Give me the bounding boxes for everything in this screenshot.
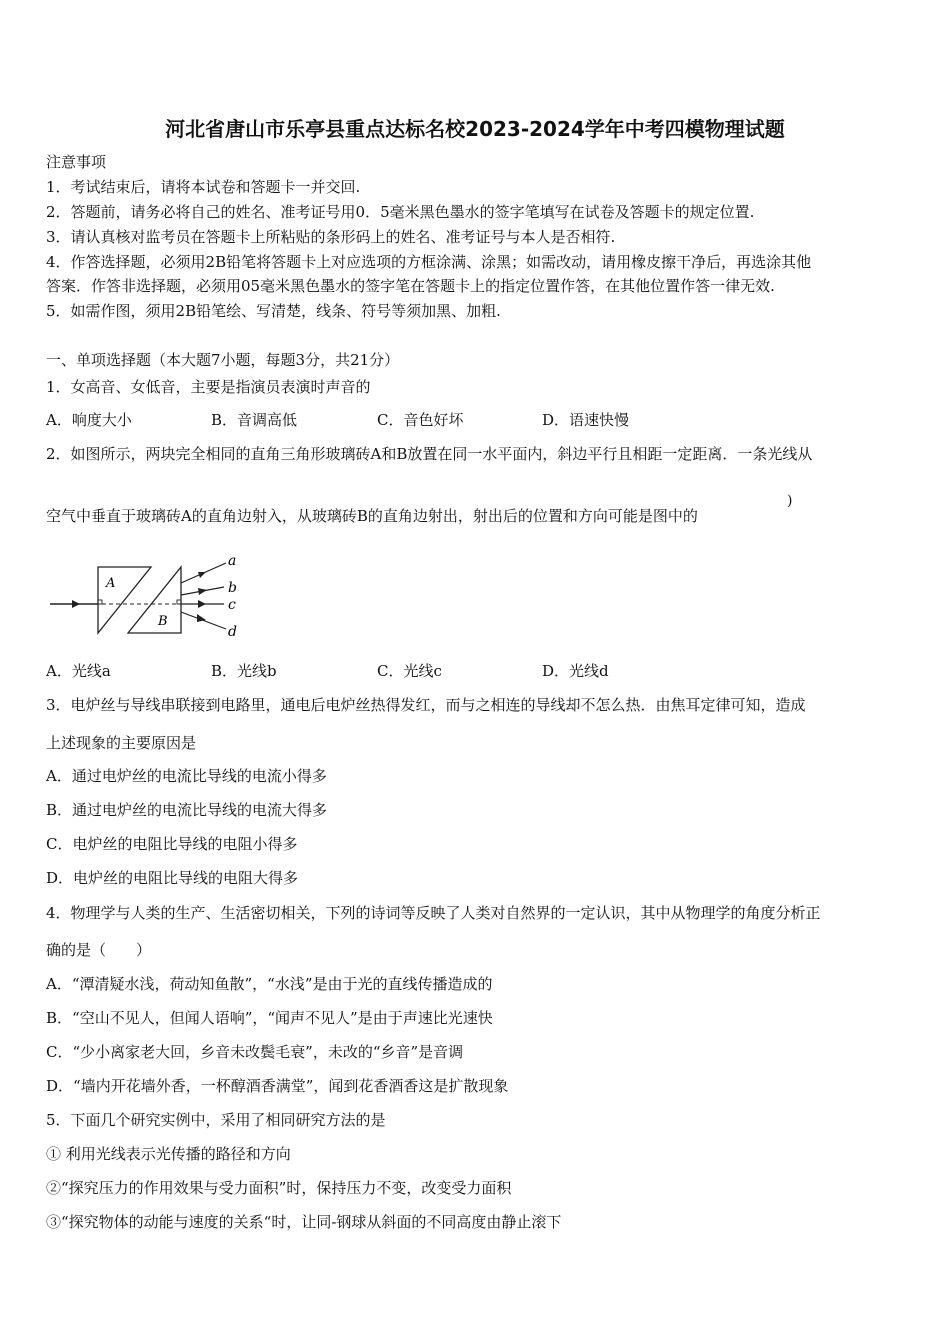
q1-option-b: B．音调高低: [211, 411, 298, 429]
section-heading: 一、单项选择题（本大题7小题，每题3分，共21分）: [46, 351, 400, 369]
q1-option-a: A．响度大小: [46, 411, 132, 429]
incoming-arrow-icon: [72, 600, 80, 608]
q3-option-a: A．通过电炉丝的电流比导线的电流小得多: [46, 767, 327, 785]
ray-label-c: c: [228, 597, 236, 613]
q2-paren: ): [787, 493, 793, 509]
prism-label-b: B: [158, 614, 168, 629]
q2-option-b: B．光线b: [211, 662, 277, 680]
ray-label-a: a: [228, 553, 237, 569]
prism-figure: [46, 545, 256, 645]
q5-item: ① 利用光线表示光传播的路径和方向: [46, 1145, 291, 1163]
prism-label-a: A: [106, 576, 116, 591]
q3-stem-line1: 3．电炉丝与导线串联接到电路里，通电后电炉丝热得发红，而与之相连的导线却不怎么热．由焦耳定律可知，造成: [46, 696, 806, 714]
q1-stem: 1．女高音、女低音，主要是指演员表演时声音的: [46, 378, 371, 396]
ray-label-d: d: [228, 624, 237, 640]
notice-item: 答案．作答非选择题，必须用05毫米黑色墨水的签字笔在答题卡上的指定位置作答，在其他位置作答一律无效.: [46, 277, 775, 295]
q4-option-c: C．“少小离家老大回，乡音未改鬓毛衰”，未改的“乡音”是音调: [46, 1043, 464, 1061]
notice-item: 3．请认真核对监考员在答题卡上所粘贴的条形码上的姓名、准考证号与本人是否相符.: [46, 228, 616, 246]
q4-stem-line2: 确的是（ ）: [46, 941, 152, 959]
q3-option-b: B．通过电炉丝的电流比导线的电流大得多: [46, 801, 328, 819]
notice-item: 5．如需作图，须用2B铅笔绘、写清楚，线条、符号等须加黑、加粗.: [46, 302, 501, 320]
ray-label-b: b: [228, 580, 237, 596]
q2-option-a: A．光线a: [46, 662, 111, 680]
ray-b-arrow-icon: [198, 588, 207, 595]
notice-heading: 注意事项: [46, 153, 107, 171]
q5-item: ③“探究物体的动能与速度的关系“时，让同-钢球从斜面的不同高度由静止滚下: [46, 1213, 562, 1231]
ray-a-arrow-icon: [198, 572, 206, 578]
notice-item: 4．作答选择题，必须用2B铅笔将答题卡上对应选项的方框涂满、涂黑；如需改动，请用橡皮擦干净后，再选涂其他: [46, 253, 812, 271]
ray-c-arrow-icon: [198, 600, 206, 608]
q4-stem-line1: 4．物理学与人类的生产、生活密切相关，下列的诗词等反映了人类对自然界的一定认识，其中从物理学的角度分析正: [46, 904, 821, 922]
q3-option-c: C．电炉丝的电阻比导线的电阻小得多: [46, 835, 298, 853]
q5-item: ②“探究压力的作用效果与受力面积”时，保持压力不变，改变受力面积: [46, 1179, 512, 1197]
notice-item: 2．答题前，请务必将自己的姓名、准考证号用0．5毫米黑色墨水的签字笔填写在试卷及答题卡的规定位置.: [46, 203, 755, 221]
q2-stem-line2: 空气中垂直于玻璃砖A的直角边射入，从玻璃砖B的直角边射出，射出后的位置和方向可能是图中的: [46, 507, 698, 525]
q3-stem-line2: 上述现象的主要原因是: [46, 734, 197, 752]
exam-title: 河北省唐山市乐亭县重点达标名校2023-2024学年中考四模物理试题: [165, 117, 785, 141]
q4-option-b: B．“空山不见人，但闻人语响”，“闻声不见人”是由于声速比光速快: [46, 1009, 493, 1027]
q1-option-c: C．音色好坏: [377, 411, 464, 429]
q2-stem-line1: 2．如图所示，两块完全相同的直角三角形玻璃砖A和B放置在同一水平面内，斜边平行且相距一定距离．一条光线从: [46, 445, 813, 463]
q5-stem: 5．下面几个研究实例中，采用了相同研究方法的是: [46, 1111, 386, 1129]
notice-item: 1．考试结束后，请将本试卷和答题卡一并交回.: [46, 178, 361, 196]
q3-option-d: D．电炉丝的电阻比导线的电阻大得多: [46, 869, 299, 887]
q2-option-d: D．光线d: [542, 662, 609, 680]
q2-option-c: C．光线c: [377, 662, 442, 680]
q4-option-d: D．“墙内开花墙外香，一杯醇酒香满堂”，闻到花香酒香这是扩散现象: [46, 1077, 509, 1095]
prism-b: [128, 567, 181, 633]
q4-option-a: A．“潭清疑水浅，荷动知鱼散”，“水浅”是由于光的直线传播造成的: [46, 975, 493, 993]
q1-option-d: D．语速快慢: [542, 411, 630, 429]
